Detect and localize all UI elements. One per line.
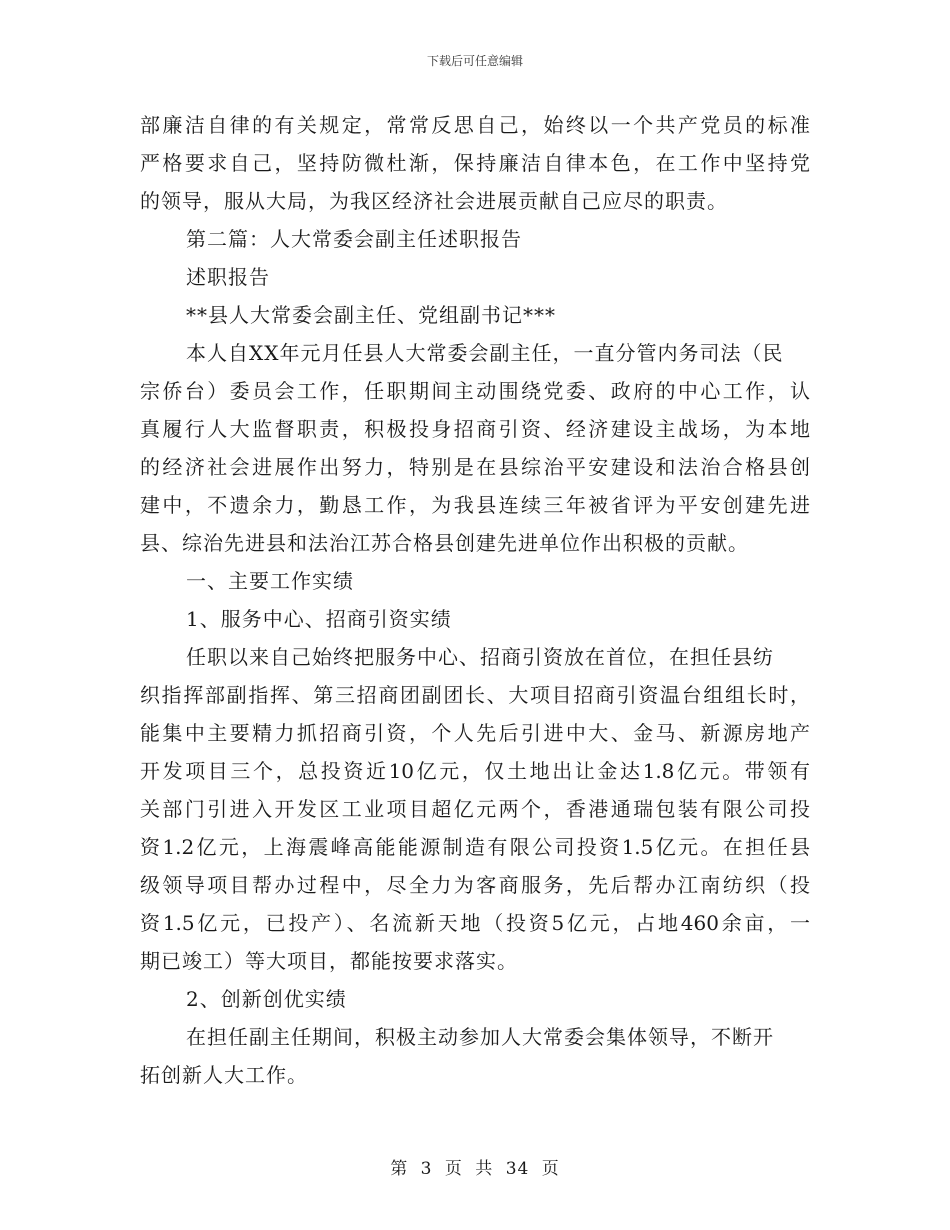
- subsection-heading: 2、创新创优实绩: [186, 987, 347, 1011]
- page-header-note: 下载后可任意编辑: [426, 54, 523, 68]
- current-page-number: 3: [420, 1159, 433, 1179]
- body-line: 部廉洁自律的有关规定，常常反思自己，始终以一个共产党员的标准: [140, 113, 810, 137]
- body-line: 的领导，服从大局，为我区经济社会进展贡献自己应尽的职责。: [140, 189, 728, 213]
- body-line: 能集中主要精力抓招商引资，个人先后引进中大、金马、新源房地产: [140, 721, 810, 745]
- body-line: 级领导项目帮办过程中，尽全力为客商服务，先后帮办江南纺织（投: [140, 873, 810, 897]
- body-line: 的经济社会进展作出努力，特别是在县综治平安建设和法治合格县创: [140, 455, 810, 479]
- section-heading: 第二篇：人大常委会副主任述职报告: [186, 227, 522, 251]
- page-number-footer: [0, 1154, 950, 1179]
- body-line: 县、综治先进县和法治江苏合格县创建先进单位作出积极的贡献。: [140, 531, 749, 555]
- body-line: 开发项目三个，总投资近10亿元，仅土地出让金达1.8亿元。带领有: [140, 759, 810, 783]
- body-line: 严格要求自己，坚持防微杜渐，保持廉洁自律本色，在工作中坚持党: [140, 151, 810, 175]
- body-line: 拓创新人大工作。: [140, 1063, 308, 1087]
- page-label: 页: [541, 1159, 560, 1179]
- body-line: 期已竣工）等大项目，都能按要求落实。: [140, 949, 518, 973]
- subsection-heading: 1、服务中心、招商引资实绩: [186, 607, 452, 631]
- body-line: 关部门引进入开发区工业项目超亿元两个，香港通瑞包装有限公司投: [140, 797, 810, 821]
- body-line: 织指挥部副指挥、第三招商团副团长、大项目招商引资温台组组长时，: [140, 683, 810, 707]
- document-body: [140, 106, 810, 1094]
- report-title: 述职报告: [186, 265, 270, 289]
- body-line: 资1.5亿元，已投产）、名流新天地（投资5亿元，占地460余亩，一: [140, 911, 810, 935]
- body-line: 真履行人大监督职责，积极投身招商引资、经济建设主战场，为本地: [140, 417, 810, 441]
- total-page-count: 34: [505, 1159, 530, 1179]
- body-line: 任职以来自己始终把服务中心、招商引资放在首位，在担任县纺: [186, 645, 774, 669]
- body-line: 在担任副主任期间，积极主动参加人大常委会集体领导，不断开: [186, 1025, 774, 1049]
- page-label: 第: [390, 1159, 409, 1179]
- body-line: 资1.2亿元，上海震峰高能能源制造有限公司投资1.5亿元。在担任县: [140, 835, 810, 859]
- body-line: 本人自XX年元月任县人大常委会副主任，一直分管内务司法（民: [186, 341, 784, 365]
- body-line: 宗侨台）委员会工作，任职期间主动围绕党委、政府的中心工作，认: [140, 379, 810, 403]
- page-label: 页: [444, 1159, 463, 1179]
- body-line: 建中，不遗余力，勤恳工作，为我县连续三年被省评为平安创建先进: [140, 493, 810, 517]
- report-author: **县人大常委会副主任、党组副书记***: [186, 303, 556, 327]
- section-heading: 一、主要工作实绩: [186, 569, 354, 593]
- page-label: 共: [475, 1159, 494, 1179]
